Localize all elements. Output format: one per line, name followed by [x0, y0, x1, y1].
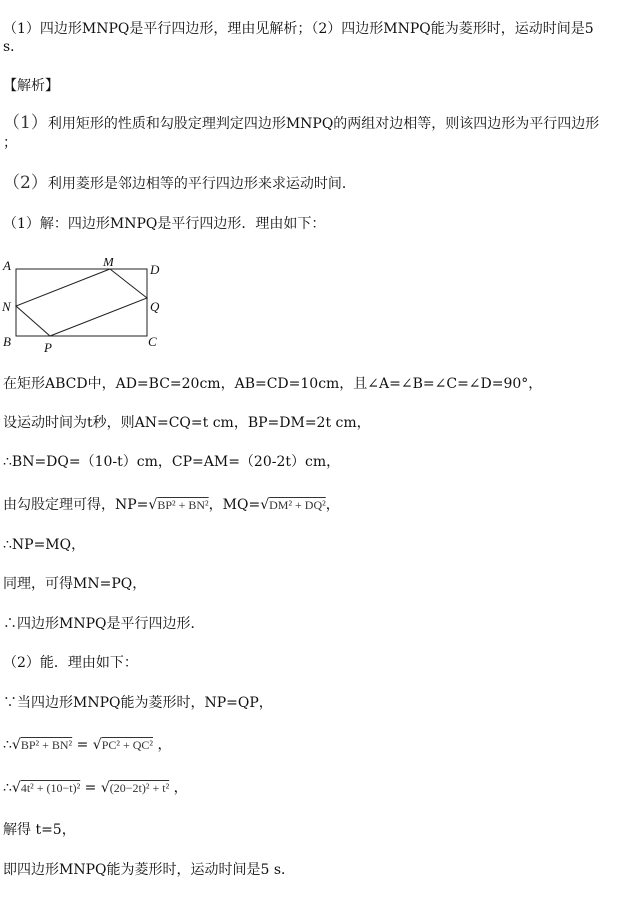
- rectangle-properties: 在矩形ABCD中，AD=BC=20cm，AB=CD=10cm，且∠A=∠B=∠C=∠D=90°，: [3, 376, 543, 392]
- np-equals-mq: ∴NP=MQ，: [3, 537, 86, 553]
- label-d: D: [150, 262, 160, 277]
- equation-2-right: (20−2t)² + t²: [109, 781, 170, 795]
- parallelogram-figure: [0, 258, 170, 353]
- bn-dq-expression: ∴BN=DQ=（10-t）cm，CP=AM=（20-2t）cm，: [3, 454, 341, 470]
- final-conclusion: 即四边形MNPQ能为菱形时，运动时间是5 s．: [3, 862, 296, 878]
- label-n: N: [2, 299, 11, 314]
- np-radicand: BP² + BN²: [157, 498, 209, 512]
- analysis-label: 【解析】: [3, 78, 59, 94]
- label-m: M: [103, 258, 114, 269]
- label-p: P: [44, 340, 52, 353]
- equation-2-left: 4t² + (10−t)²: [20, 781, 81, 795]
- mn-equals-pq: 同理，可得MN=PQ，: [3, 576, 147, 592]
- label-a: A: [3, 258, 11, 273]
- label-q: Q: [150, 299, 160, 314]
- motion-time-setup: 设运动时间为t秒，则AN=CQ=t cm，BP=DM=2t cm，: [3, 415, 371, 431]
- analysis-point-1-number: （1）: [3, 113, 48, 133]
- analysis-point-1: [3, 113, 624, 134]
- pythagorean-suffix: ，: [325, 497, 340, 513]
- analysis-point-2-number: （2）: [3, 173, 48, 193]
- rhombus-condition: ∵当四边形MNPQ能为菱形时，NP=QP，: [3, 695, 273, 711]
- pythagorean-prefix: 由勾股定理可得，NP=: [3, 497, 149, 513]
- equation-1-left: BP² + BN²: [20, 738, 73, 752]
- mq-radicand: DM² + DQ²: [269, 498, 326, 512]
- equation-1-right: PC² + QC²: [101, 738, 154, 752]
- solution1-heading: （1）解：四边形MNPQ是平行四边形．理由如下：: [3, 216, 326, 232]
- quadrilateral-mnpq: [16, 269, 147, 336]
- analysis-point-1-tail: ；: [3, 135, 17, 151]
- answer-text-2: s．: [3, 39, 25, 55]
- solution2-heading: （2）能．理由如下：: [3, 655, 138, 671]
- label-c: C: [148, 334, 157, 349]
- solve-result: 解得 t=5，: [3, 822, 76, 838]
- equation-2: ∴√4t² + (10−t)² = √(20−2t)² + t² ，: [3, 780, 188, 796]
- equation-1: ∴√BP² + BN² = √PC² + QC² ，: [3, 737, 172, 753]
- analysis-point-2: [3, 173, 624, 194]
- parallelogram-conclusion: ∴四边形MNPQ是平行四边形．: [3, 616, 205, 632]
- answer-line-1: [3, 19, 624, 39]
- pythagorean-line: 由勾股定理可得，NP=√BP² + BN²，MQ=√DM² + DQ²，: [3, 497, 340, 513]
- analysis-point-1-text: 利用矩形的性质和勾股定理判定四边形MNPQ的两组对边相等，则该四边形为平行四边形: [47, 116, 600, 132]
- answer-text: （1）四边形MNPQ是平行四边形，理由见解析；（2）四边形MNPQ能为菱形时，运动时间是5: [3, 21, 594, 37]
- pythagorean-mid: ，MQ=: [208, 497, 261, 513]
- label-b: B: [3, 334, 11, 349]
- answer-line-2: [3, 37, 624, 57]
- analysis-point-2-text: 利用菱形是邻边相等的平行四边形来求运动时间．: [47, 176, 356, 192]
- rectangle-abcd: [16, 269, 147, 336]
